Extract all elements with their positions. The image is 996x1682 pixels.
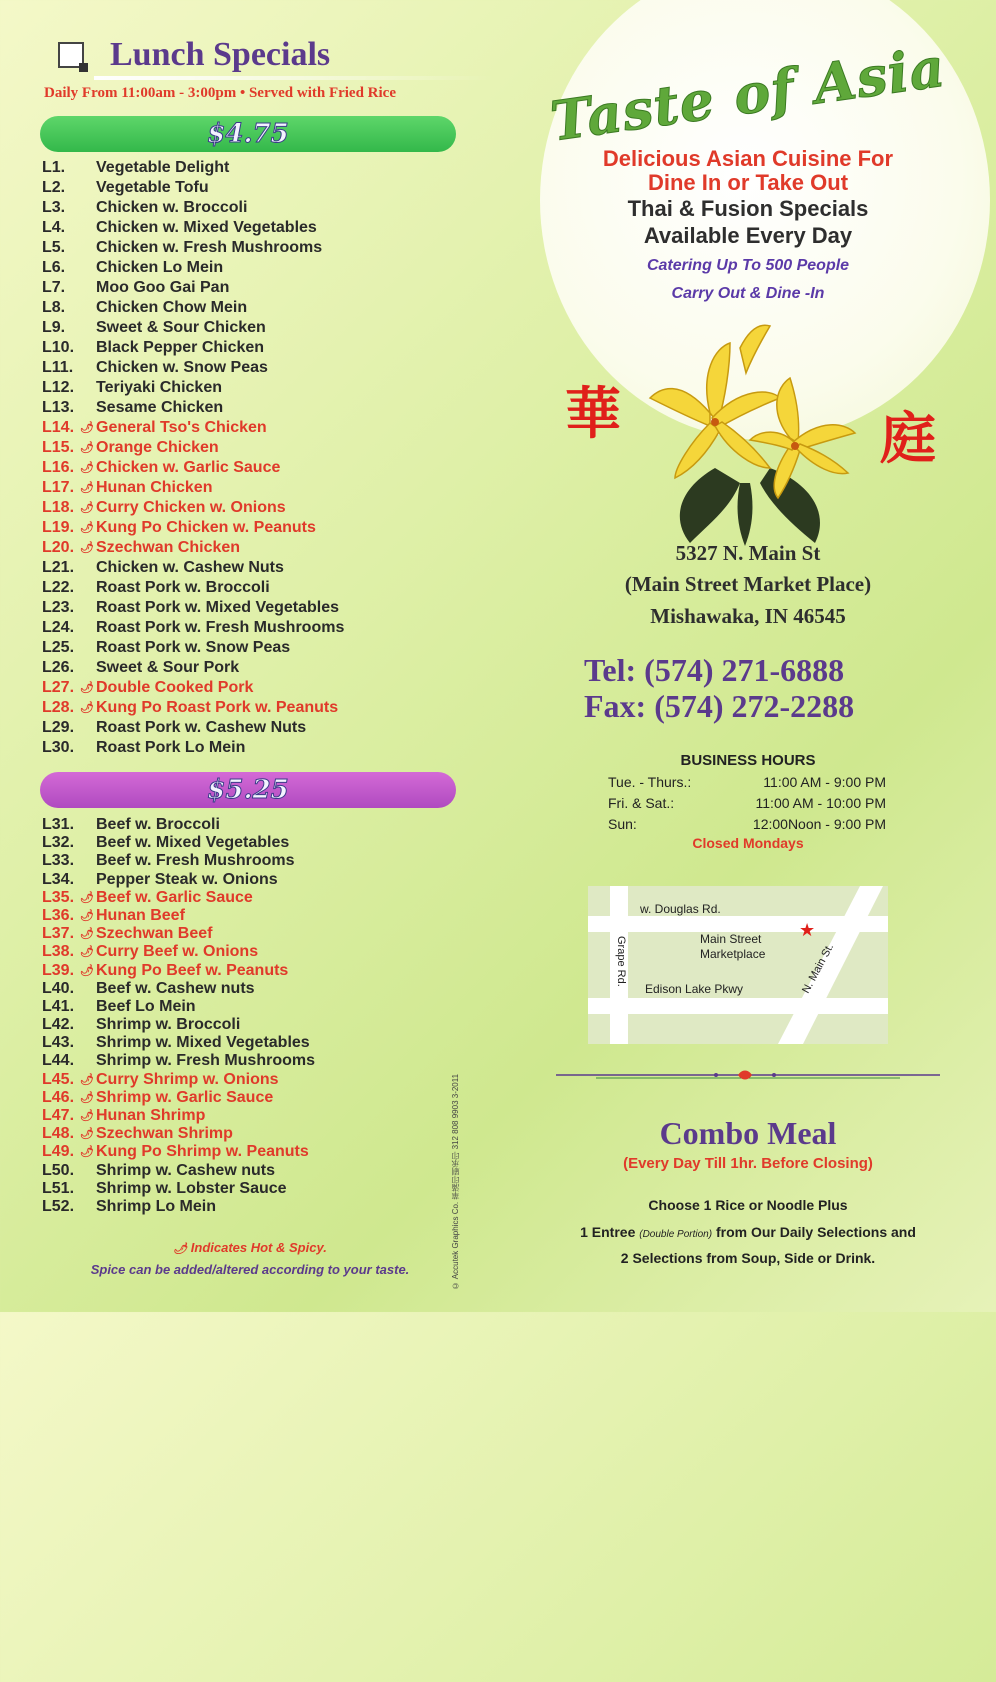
hours-time: 11:00 AM - 9:00 PM — [763, 774, 886, 790]
menu-item-name: Roast Pork w. Broccoli — [96, 579, 270, 596]
menu-item-name: Chicken Chow Mein — [96, 299, 248, 316]
menu-item — [42, 1034, 315, 1052]
menu-item-code: L43. — [42, 1034, 75, 1052]
menu-item-code: L41. — [42, 997, 75, 1015]
menu-item-code: L16. — [42, 459, 75, 476]
menu-item — [42, 498, 344, 518]
hours-day: Sun: — [608, 816, 637, 832]
menu-item-name: Sweet & Sour Chicken — [96, 319, 266, 336]
chili-icon: 🌶 — [80, 946, 94, 959]
menu-item-code: L9. — [42, 319, 66, 336]
menu-item — [42, 925, 315, 943]
spacer — [80, 718, 96, 738]
menu-item-name: Curry Chicken w. Onions — [96, 499, 286, 516]
menu-item-code: L40. — [42, 979, 75, 997]
menu-item — [42, 962, 315, 980]
menu-item — [42, 1143, 315, 1161]
spacer — [80, 598, 96, 618]
menu-item — [42, 943, 315, 961]
menu-item-name: Beef w. Mixed Vegetables — [96, 834, 290, 852]
combo-portion-note: (Double Portion) — [639, 1229, 713, 1240]
spacer — [80, 158, 96, 178]
catering-note: Catering Up To 500 People — [646, 257, 850, 274]
spacer — [80, 318, 96, 338]
menu-item — [42, 1089, 315, 1107]
menu-item-name: Szechwan Shrimp — [96, 1125, 233, 1143]
menu-item — [42, 658, 344, 678]
menu-item-code: L37. — [42, 925, 75, 943]
chili-icon: 🌶 — [80, 928, 94, 941]
menu-item-name: Shrimp w. Fresh Mushrooms — [96, 1052, 315, 1070]
menu-item — [42, 438, 344, 458]
menu-item — [42, 1107, 315, 1125]
menu-item-code: L10. — [42, 339, 75, 356]
menu-item — [42, 834, 315, 852]
price-label: $4.75 — [207, 119, 289, 149]
tagline: Delicious Asian Cuisine For — [602, 146, 894, 171]
menu-item — [42, 871, 315, 889]
location-map — [588, 886, 888, 1044]
address-street: 5327 N. Main St — [675, 541, 821, 565]
menu-item-code: L52. — [42, 1197, 75, 1215]
menu-item — [42, 258, 344, 278]
menu-item-code: L22. — [42, 579, 75, 596]
spacer — [80, 178, 96, 198]
spicy-footnote-text: Indicates Hot & Spicy. — [190, 1240, 327, 1255]
chili-icon: 🌶 — [80, 1091, 94, 1104]
hours-time: 12:00Noon - 9:00 PM — [752, 816, 886, 832]
menu-item-code: L30. — [42, 739, 75, 756]
menu-item-name: Szechwan Beef — [96, 925, 213, 943]
menu-item-code: L49. — [42, 1143, 75, 1161]
menu-item-code: L48. — [42, 1125, 75, 1143]
menu-item-name: Black Pepper Chicken — [96, 339, 265, 356]
spacer — [80, 816, 96, 834]
menu-item-code: L45. — [42, 1070, 75, 1088]
menu-item — [42, 538, 344, 558]
spacer — [80, 1162, 96, 1180]
menu-item-name: Beef w. Fresh Mushrooms — [96, 852, 295, 870]
menu-item — [42, 398, 344, 418]
ornament-divider — [556, 1068, 940, 1082]
menu-item-code: L31. — [42, 816, 75, 833]
chili-icon: 🌶 — [80, 1128, 94, 1141]
menu-item-code: L17. — [42, 479, 75, 496]
menu-item-name: Hunan Shrimp — [96, 1107, 206, 1124]
lunch-subtitle: Daily From 11:00am - 3:00pm • Served with Fried Rice — [44, 85, 397, 101]
menu-item-code: L3. — [42, 199, 66, 216]
spacer — [80, 998, 96, 1016]
spacer — [80, 1034, 96, 1052]
printer-credit: © Accutek Graphics Co. 華滿印刷承印 312 808 9903 3-2011 — [451, 1073, 460, 1290]
phone-number[interactable]: Tel: (574) 271-6888 — [584, 652, 845, 688]
menu-item — [42, 1162, 315, 1180]
menu-item-name: Chicken w. Broccoli — [96, 199, 248, 216]
menu-item-name: Curry Shrimp w. Onions — [96, 1070, 279, 1088]
hours-time: 11:00 AM - 10:00 PM — [755, 795, 886, 811]
lily-flower-icon — [620, 318, 870, 548]
menu-item-name: Chicken w. Mixed Vegetables — [96, 219, 317, 236]
combo-line-text: from Our Daily Selections and — [712, 1224, 916, 1240]
menu-item-code: L11. — [42, 359, 74, 376]
spacer — [80, 1180, 96, 1198]
menu-item-name: Sesame Chicken — [96, 399, 224, 416]
menu-item — [42, 338, 344, 358]
menu-item-code: L5. — [42, 239, 66, 256]
menu-item-name: Vegetable Delight — [96, 159, 230, 176]
menu-item-name: Roast Pork w. Snow Peas — [96, 639, 291, 656]
menu-item-name: Shrimp w. Cashew nuts — [96, 1161, 275, 1179]
menu-item-code: L13. — [42, 399, 75, 416]
menu-item — [42, 678, 344, 698]
chili-icon: 🌶 — [80, 462, 94, 474]
menu-item-code: L8. — [42, 299, 66, 316]
menu-item-name: Roast Pork w. Fresh Mushrooms — [96, 619, 345, 636]
menu-item-name: Kung Po Shrimp w. Peanuts — [96, 1143, 309, 1161]
menu-item-code: L27. — [42, 679, 75, 696]
tagline: Available Every Day — [643, 223, 853, 248]
chili-icon: 🌶 — [173, 1243, 188, 1255]
menu-item — [42, 852, 315, 870]
menu-item — [42, 418, 344, 438]
menu-item-name: Hunan Chicken — [96, 479, 213, 496]
chili-icon: 🌶 — [80, 482, 94, 494]
hours-day: Tue. - Thurs.: — [608, 774, 692, 790]
menu-item-name: Chicken Lo Mein — [96, 259, 224, 276]
menu-item-name: Shrimp w. Broccoli — [96, 1016, 241, 1034]
menu-item — [42, 218, 344, 238]
menu-item-code: L14. — [42, 419, 75, 436]
chili-icon: 🌶 — [80, 1073, 94, 1086]
menu-item-code: L34. — [42, 870, 75, 888]
lunch-specials-header — [58, 36, 330, 74]
menu-item — [42, 178, 344, 198]
spacer — [80, 638, 96, 658]
spacer — [80, 871, 96, 889]
menu-item-name: Chicken w. Garlic Sauce — [96, 459, 281, 476]
fax-number: Fax: (574) 272-2288 — [584, 688, 855, 724]
menu-item-name: Chicken w. Cashew Nuts — [96, 559, 284, 576]
combo-title: Combo Meal — [659, 1115, 837, 1151]
spacer — [80, 278, 96, 298]
menu-item-code: L6. — [42, 259, 66, 276]
menu-item — [42, 638, 344, 658]
spacer — [80, 578, 96, 598]
menu-list-group1 — [42, 158, 344, 758]
menu-item — [42, 458, 344, 478]
menu-item-name: Chicken w. Fresh Mushrooms — [96, 239, 323, 256]
map-label-place: Main Street — [700, 932, 762, 946]
spacer — [80, 980, 96, 998]
menu-item-name: Orange Chicken — [96, 439, 219, 456]
spacer — [80, 398, 96, 418]
combo-subtitle: (Every Day Till 1hr. Before Closing) — [623, 1155, 873, 1172]
chinese-character-right: 庭 — [880, 406, 936, 472]
menu-item — [42, 558, 344, 578]
address-place: (Main Street Market Place) — [624, 572, 872, 596]
menu-item-name: Chicken w. Snow Peas — [96, 359, 268, 376]
menu-item-name: Beef w. Garlic Sauce — [96, 888, 253, 906]
menu-item — [42, 278, 344, 298]
menu-item-code: L42. — [42, 1016, 75, 1034]
map-star-icon: ★ — [799, 920, 816, 941]
menu-item-code: L44. — [42, 1052, 75, 1070]
menu-item-code: L39. — [42, 961, 75, 979]
menu-item-name: Kung Po Beef w. Peanuts — [96, 961, 289, 979]
spacer — [80, 558, 96, 578]
price-bar-group2 — [40, 772, 456, 808]
chili-icon: 🌶 — [80, 891, 94, 904]
map-label-main: N. Main St. — [800, 941, 837, 996]
menu-item — [42, 198, 344, 218]
map-label-edison: Edison Lake Pkwy — [645, 982, 744, 996]
menu-item — [42, 378, 344, 398]
menu-item — [42, 816, 315, 834]
menu-item-code: L23. — [42, 599, 75, 616]
spacer — [80, 238, 96, 258]
chili-icon: 🌶 — [80, 909, 94, 922]
checkbox-icon — [58, 42, 84, 68]
menu-item-code: L26. — [42, 659, 75, 676]
menu-item-code: L24. — [42, 619, 75, 636]
menu-item-name: General Tso's Chicken — [96, 419, 267, 436]
hours-day: Fri. & Sat.: — [608, 795, 675, 811]
hours-row — [608, 795, 886, 811]
spacer — [80, 618, 96, 638]
menu-item-name: Hunan Beef — [96, 906, 185, 924]
menu-item-name: Double Cooked Pork — [96, 679, 254, 696]
menu-item-code: L19. — [42, 519, 75, 536]
menu-item — [42, 478, 344, 498]
spacer — [80, 1198, 96, 1216]
spacer — [80, 1016, 96, 1034]
spacer — [80, 738, 96, 758]
menu-item-name: Roast Pork Lo Mein — [96, 739, 246, 756]
menu-item-name: Shrimp Lo Mein — [96, 1197, 216, 1215]
menu-item-code: L4. — [42, 219, 66, 236]
menu-item — [42, 578, 344, 598]
menu-item — [42, 358, 344, 378]
menu-item — [42, 718, 344, 738]
menu-item — [42, 907, 315, 925]
hours-title: BUSINESS HOURS — [680, 752, 816, 769]
menu-item — [42, 598, 344, 618]
menu-item — [42, 158, 344, 178]
menu-item-code: L46. — [42, 1088, 75, 1106]
menu-item — [42, 980, 315, 998]
menu-item-code: L33. — [42, 852, 75, 870]
chili-icon: 🌶 — [80, 682, 94, 694]
menu-item-name: Pepper Steak w. Onions — [96, 870, 278, 888]
spice-footnote: Spice can be added/altered according to your taste. — [90, 1262, 410, 1277]
menu-item — [42, 1052, 315, 1070]
menu-item — [42, 618, 344, 638]
map-label-grape: Grape Rd. — [615, 936, 627, 987]
brand-logo: Taste of Asia — [546, 34, 950, 154]
header-underline — [94, 76, 494, 80]
combo-line-text: 1 Entree — [580, 1224, 640, 1240]
menu-item-name: Beef w. Broccoli — [96, 816, 220, 833]
menu-item-name: Shrimp w. Lobster Sauce — [96, 1179, 287, 1197]
map-road-edison — [588, 998, 888, 1014]
menu-item-name: Szechwan Chicken — [96, 539, 241, 556]
menu-item-name: Shrimp w. Mixed Vegetables — [96, 1034, 310, 1052]
menu-item-code: L7. — [42, 279, 66, 296]
chili-icon: 🌶 — [80, 422, 94, 434]
spacer — [80, 218, 96, 238]
menu-item-code: L12. — [42, 379, 75, 396]
menu-item-code: L35. — [42, 888, 75, 906]
chili-icon: 🌶 — [80, 702, 94, 714]
menu-item — [42, 998, 315, 1016]
menu-item-code: L51. — [42, 1179, 75, 1197]
menu-item-name: Moo Goo Gai Pan — [96, 279, 230, 296]
spacer — [80, 378, 96, 398]
spacer — [80, 658, 96, 678]
lunch-specials-column — [0, 0, 500, 1312]
menu-item-code: L28. — [42, 699, 75, 716]
chili-icon: 🌶 — [80, 542, 94, 554]
menu-item-name: Curry Beef w. Onions — [96, 943, 259, 961]
menu-item — [42, 298, 344, 318]
menu-item — [42, 1180, 315, 1198]
chili-icon: 🌶 — [80, 502, 94, 514]
menu-item-name: Sweet & Sour Pork — [96, 659, 240, 676]
menu-item — [42, 518, 344, 538]
chili-icon: 🌶 — [80, 964, 94, 977]
address-city: Mishawaka, IN 46545 — [650, 604, 846, 628]
menu-item — [42, 1016, 315, 1034]
chinese-character-left: 華 — [565, 381, 621, 447]
map-label-place: Marketplace — [700, 947, 766, 961]
menu-item-name: Roast Pork w. Cashew Nuts — [96, 719, 307, 736]
menu-item-code: L36. — [42, 906, 75, 924]
menu-item-name: Roast Pork w. Mixed Vegetables — [96, 599, 340, 616]
menu-item-code: L32. — [42, 834, 75, 852]
menu-item-code: L38. — [42, 943, 75, 961]
chili-icon: 🌶 — [80, 1110, 94, 1122]
menu-item — [42, 1125, 315, 1143]
menu-item — [42, 1198, 315, 1216]
menu-item-name: Teriyaki Chicken — [96, 379, 222, 396]
menu-item-name: Kung Po Roast Pork w. Peanuts — [96, 699, 339, 716]
menu-item — [42, 1071, 315, 1089]
price-label: $5.25 — [207, 775, 289, 805]
menu-item-name: Kung Po Chicken w. Peanuts — [96, 519, 316, 536]
menu-item-code: L50. — [42, 1161, 75, 1179]
menu-item-code: L47. — [42, 1107, 75, 1124]
combo-line: 2 Selections from Soup, Side or Drink. — [620, 1250, 876, 1266]
menu-item-code: L2. — [42, 179, 66, 196]
menu-item — [42, 698, 344, 718]
tagline: Thai & Fusion Specials — [627, 196, 869, 221]
combo-line — [520, 1224, 976, 1240]
section-title: Lunch Specials — [110, 36, 331, 73]
closed-note: Closed Mondays — [692, 835, 804, 851]
menu-item-code: L15. — [42, 439, 75, 456]
price-bar-group1 — [40, 116, 456, 152]
spacer — [80, 298, 96, 318]
hours-row — [608, 774, 886, 790]
menu-item — [42, 318, 344, 338]
menu-item-name: Beef w. Cashew nuts — [96, 979, 255, 997]
hours-row — [608, 816, 886, 832]
menu-item-code: L20. — [42, 539, 75, 556]
menu-item-code: L1. — [42, 159, 66, 176]
menu-item-code: L29. — [42, 719, 75, 736]
tagline: Dine In or Take Out — [647, 170, 849, 195]
spicy-footnote — [30, 1240, 470, 1255]
spacer — [80, 338, 96, 358]
menu-item-name: Vegetable Tofu — [96, 179, 209, 196]
menu-item — [42, 738, 344, 758]
combo-line: Choose 1 Rice or Noodle Plus — [648, 1197, 848, 1213]
spacer — [80, 834, 96, 852]
chili-icon: 🌶 — [80, 442, 94, 454]
menu-item — [42, 889, 315, 907]
carryout-note: Carry Out & Dine -In — [671, 285, 825, 302]
menu-item-code: L25. — [42, 639, 75, 656]
chili-icon: 🌶 — [80, 522, 94, 534]
spacer — [80, 198, 96, 218]
chili-icon: 🌶 — [80, 1146, 94, 1159]
menu-item-code: L18. — [42, 499, 75, 516]
spacer — [80, 258, 96, 278]
menu-item-name: Shrimp w. Garlic Sauce — [96, 1088, 274, 1106]
menu-item-name: Beef Lo Mein — [96, 997, 196, 1015]
spacer — [80, 852, 96, 870]
menu-item-code: L21. — [42, 559, 75, 576]
map-label-douglas: w. Douglas Rd. — [640, 902, 721, 916]
spacer — [80, 1052, 96, 1070]
spacer — [80, 358, 96, 378]
menu-list-group2 — [42, 816, 315, 1216]
menu-item — [42, 238, 344, 258]
